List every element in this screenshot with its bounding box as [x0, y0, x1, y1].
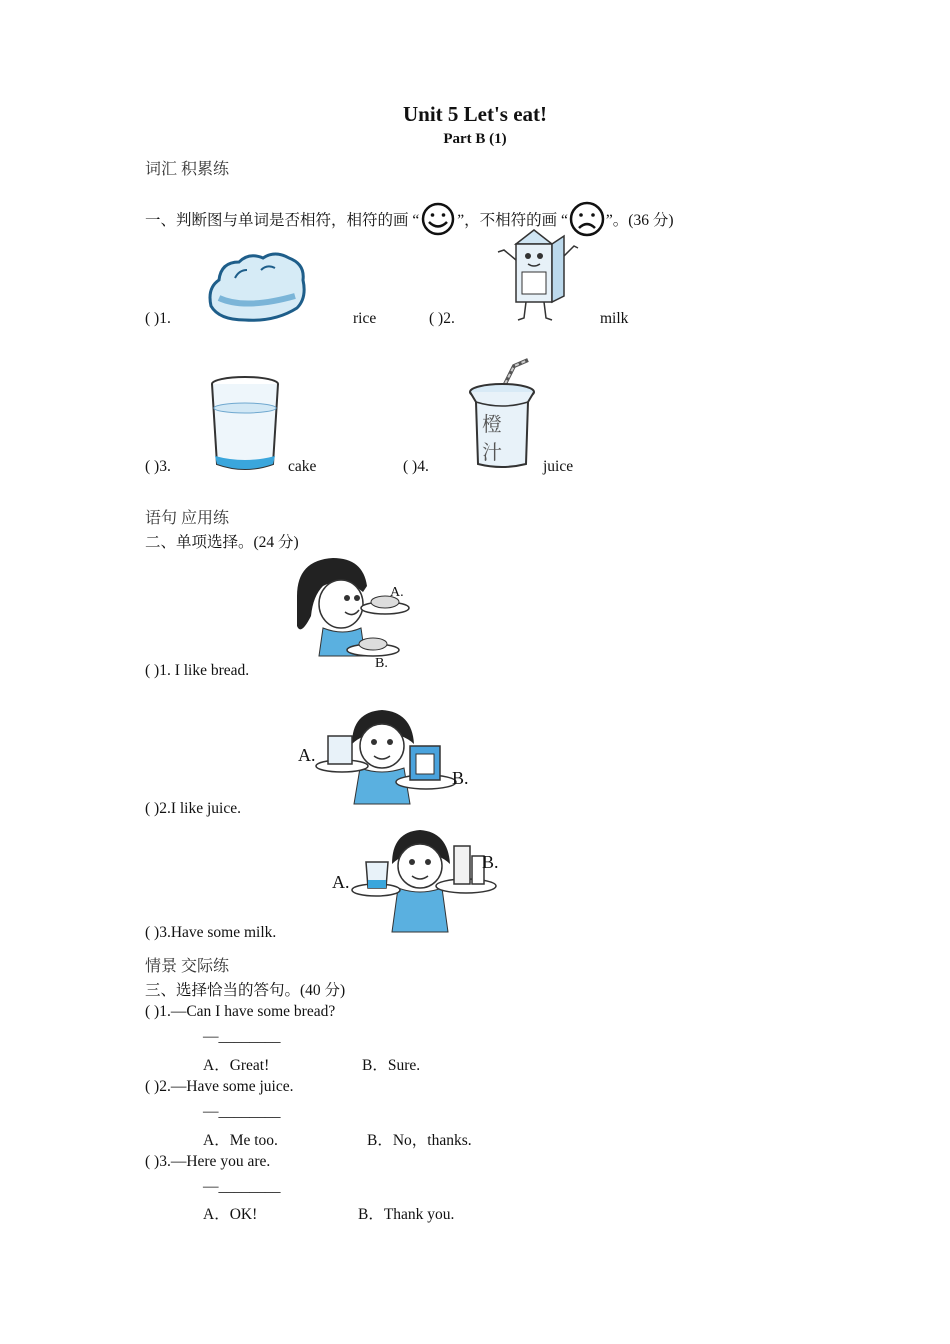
section2-heading: 二、单项选择。(24 分)	[145, 534, 299, 551]
s3-item3-option-a: A．OK!	[203, 1206, 258, 1223]
s3-item1-option-b: B．Sure.	[362, 1057, 421, 1074]
s3-item1-option-a: A．Great!	[203, 1057, 270, 1074]
s1-item4-prefix: ( )4.	[403, 458, 429, 475]
s1-item2-prefix: ( )2.	[429, 310, 455, 327]
juice-cup-char2: 汁	[482, 440, 502, 464]
smiley-face-icon	[419, 202, 457, 241]
water-glass-image	[207, 372, 283, 474]
s2-img2-option-a: A.	[298, 745, 316, 765]
section3-heading: 三、选择恰当的答句。(40 分)	[145, 982, 346, 999]
section1-label: 词汇 积累练	[145, 161, 230, 178]
milk-carton-image	[494, 226, 580, 322]
bread-image	[205, 248, 307, 324]
s2-item1: ( )1. I like bread.	[145, 662, 250, 679]
section1-heading-mid: ”，不相符的画 “	[457, 212, 568, 230]
s2-img1-option-a: A.	[390, 585, 404, 600]
s3-item2-question: ( )2.—Have some juice.	[145, 1078, 294, 1095]
s2-img3-option-a: A.	[332, 872, 350, 892]
s1-item3-word: cake	[288, 458, 317, 475]
section1-heading-pre: 一、判断图与单词是否相符，相符的画 “	[145, 212, 420, 230]
s3-item1-question: ( )1.—Can I have some bread?	[145, 1003, 336, 1020]
s3-item2-blank: —________	[203, 1103, 281, 1120]
s1-item1-prefix: ( )1.	[145, 310, 171, 327]
section1-heading-post: ”。(36 分)	[605, 212, 674, 230]
s1-item3-prefix: ( )3.	[145, 458, 171, 475]
s3-item3-option-b: B．Thank you.	[358, 1206, 455, 1223]
page-title: Unit 5 Let's eat!	[402, 102, 548, 126]
section3-label: 情景 交际练	[145, 958, 230, 975]
s2-img1-option-b: B.	[375, 656, 388, 671]
s2-item3: ( )3.Have some milk.	[145, 924, 277, 941]
juice-cup-char1: 橙	[482, 412, 502, 436]
s1-item1-word: rice	[353, 310, 377, 327]
girl-with-milk-image-3	[330, 824, 508, 936]
s3-item3-question: ( )3.—Here you are.	[145, 1153, 271, 1170]
s1-item4-word: juice	[543, 458, 574, 475]
s3-item2-option-a: A．Me too.	[203, 1132, 278, 1149]
s2-item2: ( )2.I like juice.	[145, 800, 241, 817]
s1-item2-word: milk	[600, 310, 629, 327]
s3-item2-option-b: B．No，thanks.	[367, 1132, 472, 1149]
s2-img2-option-b: B.	[452, 768, 469, 788]
section2-label: 语句 应用练	[145, 510, 230, 527]
s3-item3-blank: —________	[203, 1178, 281, 1195]
s3-item1-blank: —________	[203, 1028, 281, 1045]
s2-img3-option-b: B.	[482, 852, 499, 872]
girl-with-food-image-1	[293, 556, 413, 674]
girl-with-drinks-image-2	[292, 704, 476, 812]
section1-heading	[145, 200, 673, 243]
page-subtitle: Part B (1)	[443, 131, 507, 147]
